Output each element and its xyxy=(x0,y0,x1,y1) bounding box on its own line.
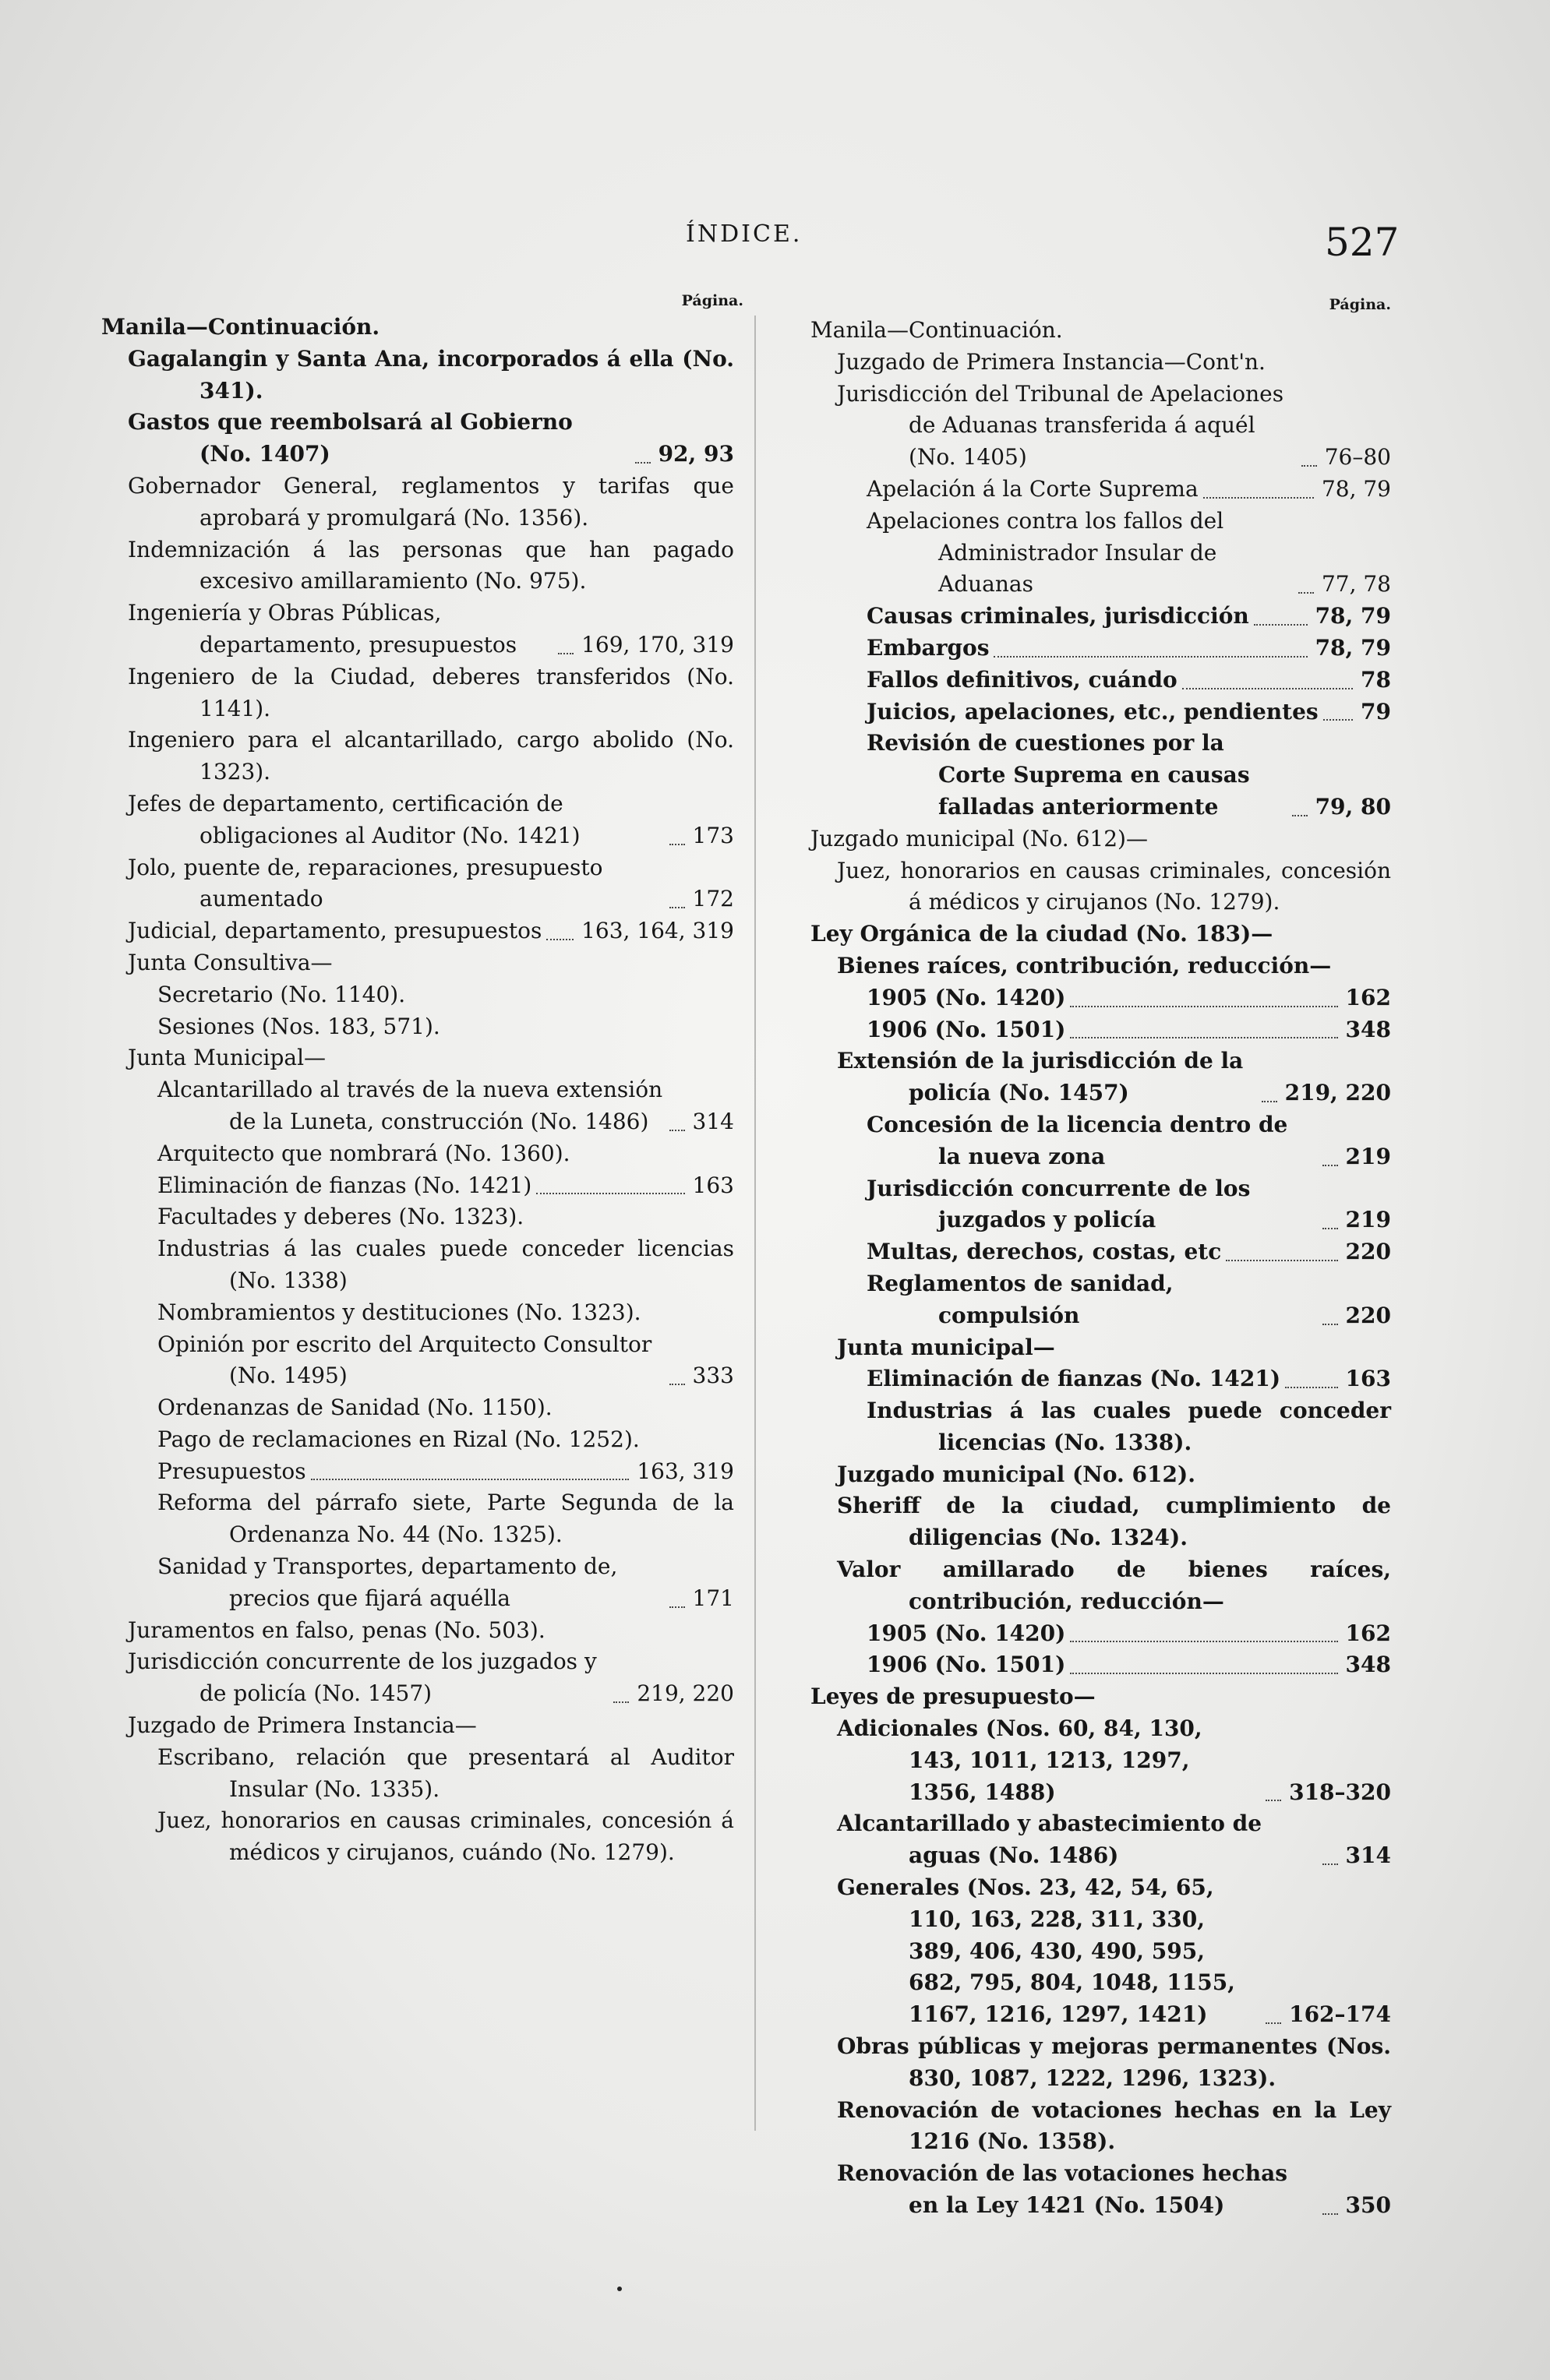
dot-leader xyxy=(1226,1260,1337,1261)
entry-text: 1905 (No. 1420) xyxy=(867,1620,1066,1646)
index-entry xyxy=(810,950,1391,982)
index-entry xyxy=(101,979,734,1011)
entry-text: Juez, honorarios en causas criminales, concesión á médicos y cirujanos, cuándo (No. 1279). xyxy=(157,1807,734,1866)
index-entry xyxy=(101,598,734,661)
entry-text: Apelaciones contra los fallos del Administrador Insular de Aduanas xyxy=(867,507,1231,598)
index-entry xyxy=(810,1173,1391,1237)
dot-leader xyxy=(1070,1673,1337,1674)
index-entry xyxy=(810,1618,1391,1650)
page-ref: 219 xyxy=(1345,1207,1391,1233)
entry-text: Extensión de la jurisdicción de la policía (No. 1457) xyxy=(837,1048,1252,1106)
index-entry xyxy=(810,1808,1391,1872)
entry-text: Concesión de la licencia dentro de la nueva zona xyxy=(867,1111,1296,1169)
entry-text: Juzgado de Primera Instancia— xyxy=(128,1712,477,1739)
index-entry xyxy=(101,1201,734,1233)
entry-text: Manila—Continuación. xyxy=(101,314,380,340)
index-entry xyxy=(101,661,734,725)
index-entry xyxy=(810,2158,1391,2222)
entry-text: Industrias á las cuales puede conceder licencias (No. 1338) xyxy=(157,1236,734,1293)
entry-text: Jurisdicción concurrente de los juzgados y de policía (No. 1457) xyxy=(128,1648,604,1707)
index-entry xyxy=(810,1649,1391,1681)
entry-text: Jefes de departamento, certificación de obligaciones al Auditor (No. 1421) xyxy=(128,790,581,848)
entry-text: 1906 (No. 1501) xyxy=(867,1652,1066,1678)
index-entry xyxy=(810,823,1391,855)
entry-text: 1905 (No. 1420) xyxy=(867,984,1066,1010)
entry-text: Alcantarillado y abastecimiento de aguas (No. 1486) xyxy=(837,1811,1269,1869)
index-entry xyxy=(810,696,1391,728)
index-entry xyxy=(101,1170,734,1202)
index-entry xyxy=(101,1646,734,1710)
index-entry xyxy=(810,855,1391,919)
dot-leader xyxy=(1298,592,1314,594)
entry-text: Junta municipal— xyxy=(837,1334,1055,1360)
page-ref: 163 xyxy=(1345,1366,1391,1392)
index-entry xyxy=(101,312,734,344)
index-entry xyxy=(810,1363,1391,1395)
entry-text: Ingeniero para el alcantarillado, cargo abolido (No. 1323). xyxy=(128,727,734,785)
dot-leader xyxy=(1292,815,1308,816)
dot-leader xyxy=(669,844,685,845)
page-ref: 162 xyxy=(1345,1620,1391,1646)
entry-text: Multas, derechos, costas, etc xyxy=(867,1239,1222,1265)
index-entry xyxy=(810,633,1391,665)
entry-text: Juicios, apelaciones, etc., pendientes xyxy=(867,698,1319,725)
entry-text: Alcantarillado al través de la nueva extensión de la Luneta, construcción (No. 1486) xyxy=(157,1077,670,1134)
index-entry xyxy=(101,1424,734,1456)
page-ref: 348 xyxy=(1345,1016,1391,1042)
index-entry xyxy=(810,1395,1391,1459)
page-ref: 163, 319 xyxy=(637,1458,734,1484)
index-entry xyxy=(101,1392,734,1424)
index-entry xyxy=(810,1268,1391,1332)
entry-text: Embargos xyxy=(867,634,990,661)
entry-text: Reforma del párrafo siete, Parte Segunda de la Ordenanza No. 44 (No. 1325). xyxy=(157,1490,734,1548)
dot-leader xyxy=(546,939,574,940)
index-entry xyxy=(101,1297,734,1329)
index-entry xyxy=(810,1236,1391,1268)
entry-text: Opinión por escrito del Arquitecto Consultor (No. 1495) xyxy=(157,1331,659,1389)
entry-text: 1906 (No. 1501) xyxy=(867,1016,1066,1042)
index-entry xyxy=(810,474,1391,506)
dot-leader xyxy=(1203,497,1314,499)
dot-leader xyxy=(669,1384,685,1385)
dot-leader xyxy=(1254,624,1308,626)
page-ref: 314 xyxy=(692,1108,734,1134)
page-ref: 79, 80 xyxy=(1315,793,1391,820)
index-entry xyxy=(101,1487,734,1551)
page-ref: 172 xyxy=(692,886,734,912)
entry-text: Sheriff de la ciudad, cumplimiento de diligencias (No. 1324). xyxy=(837,1493,1391,1551)
entry-text: Jurisdicción del Tribunal de Apelaciones de Aduanas transferida á aquél (No. 1405) xyxy=(837,380,1290,471)
dot-leader xyxy=(1322,1165,1338,1166)
pagina-label: Página. xyxy=(1329,296,1391,313)
dot-leader xyxy=(635,462,651,464)
entry-text: Arquitecto que nombrará (No. 1360). xyxy=(157,1140,570,1166)
stray-dot xyxy=(617,2287,622,2291)
index-entry xyxy=(101,788,734,852)
index-entry xyxy=(810,1014,1391,1046)
dot-leader xyxy=(1266,2022,1281,2024)
index-entry xyxy=(101,344,734,407)
index-entry xyxy=(101,1233,734,1297)
index-entry xyxy=(101,1710,734,1742)
dot-leader xyxy=(1322,2213,1338,2215)
entry-text: Indemnización á las personas que han pagado excesivo amillaramiento (No. 975). xyxy=(128,536,734,594)
page-ref: 219, 220 xyxy=(637,1680,734,1707)
index-entry xyxy=(810,919,1391,950)
entry-text: Valor amillarado de bienes raíces, contribución, reducción— xyxy=(837,1557,1391,1614)
entry-text: Judicial, departamento, presupuestos xyxy=(128,918,542,944)
entry-text: Junta Consultiva— xyxy=(128,949,333,975)
dot-leader xyxy=(1262,1101,1277,1102)
index-entry xyxy=(101,1074,734,1138)
index-entry xyxy=(101,1551,734,1615)
index-entry xyxy=(810,379,1391,474)
dot-leader xyxy=(1323,719,1353,721)
index-entry xyxy=(101,1742,734,1806)
page-ref: 78, 79 xyxy=(1315,603,1391,629)
dot-leader xyxy=(669,1130,685,1131)
entry-text: Fallos definitivos, cuándo xyxy=(867,666,1178,693)
entry-text: Jolo, puente de, reparaciones, presupuesto aumentado xyxy=(128,854,610,912)
index-entry xyxy=(810,982,1391,1014)
dot-leader xyxy=(1182,688,1353,689)
page-ref: 79 xyxy=(1361,698,1391,725)
dot-leader xyxy=(1322,1863,1338,1865)
dot-leader xyxy=(669,1606,685,1608)
dot-leader xyxy=(1070,1641,1337,1642)
entry-text: Juez, honorarios en causas criminales, concesión á médicos y cirujanos (No. 1279). xyxy=(837,857,1391,915)
page-ref: 220 xyxy=(1345,1302,1391,1328)
entry-text: Secretario (No. 1140). xyxy=(157,981,406,1007)
entry-text: Manila—Continuación. xyxy=(810,317,1063,343)
index-entry xyxy=(101,1138,734,1170)
index-entry xyxy=(810,315,1391,347)
index-entry xyxy=(101,1615,734,1647)
index-entry xyxy=(810,2031,1391,2095)
index-entry xyxy=(810,1332,1391,1364)
index-entry xyxy=(810,1554,1391,1618)
index-entry xyxy=(810,1045,1391,1109)
index-entry xyxy=(101,852,734,916)
page-ref: 163, 164, 319 xyxy=(581,918,734,944)
page-ref: 162 xyxy=(1345,984,1391,1010)
index-entry xyxy=(101,1805,734,1869)
page-ref: 219, 220 xyxy=(1284,1080,1391,1106)
entry-text: Sesiones (Nos. 183, 571). xyxy=(157,1013,440,1039)
left-column xyxy=(101,288,743,1869)
entry-text: Ingeniería y Obras Públicas, departamento, presupuestos xyxy=(128,600,517,658)
page-ref: 219 xyxy=(1345,1143,1391,1169)
entry-text: Junta Municipal— xyxy=(128,1045,327,1071)
entry-text: Eliminación de fianzas (No. 1421) xyxy=(867,1366,1281,1392)
entry-text: Obras públicas y mejoras permanentes (Nos. 830, 1087, 1222, 1296, 1323). xyxy=(837,2033,1391,2091)
index-entry xyxy=(810,1490,1391,1554)
dot-leader xyxy=(1322,1324,1338,1325)
entry-text: Presupuestos xyxy=(157,1458,306,1484)
index-entry xyxy=(810,506,1391,601)
dot-leader xyxy=(994,656,1307,658)
index-entry xyxy=(101,471,734,534)
page-ref: 76–80 xyxy=(1324,444,1391,471)
index-entry xyxy=(810,1872,1391,2031)
entry-text: Gobernador General, reglamentos y tarifas que aprobará y promulgará (No. 1356). xyxy=(128,472,734,531)
dot-leader xyxy=(311,1479,630,1480)
entry-text: Eliminación de fianzas (No. 1421) xyxy=(157,1172,532,1198)
page-ref: 78, 79 xyxy=(1321,475,1391,502)
index-entry xyxy=(810,2095,1391,2159)
page-ref: 350 xyxy=(1345,2192,1391,2219)
index-entry xyxy=(101,1011,734,1043)
entry-text: Renovación de las votaciones hechas en la Ley 1421 (No. 1504) xyxy=(837,2160,1295,2219)
index-entry xyxy=(101,725,734,788)
dot-leader xyxy=(1070,1006,1337,1007)
index-entry xyxy=(810,728,1391,823)
dot-leader xyxy=(1266,1800,1281,1801)
entry-text: Facultades y deberes (No. 1323). xyxy=(157,1204,524,1230)
entry-text: Pago de reclamaciones en Rizal (No. 1252). xyxy=(157,1426,640,1452)
entry-text: Juzgado municipal (No. 612). xyxy=(837,1461,1195,1487)
index-entry xyxy=(810,1459,1391,1491)
entry-text: Ley Orgánica de la ciudad (No. 183)— xyxy=(810,921,1273,947)
page-ref: 171 xyxy=(692,1585,734,1611)
dot-leader xyxy=(1322,1228,1338,1229)
index-entry xyxy=(101,947,734,979)
page-ref: 314 xyxy=(1345,1842,1391,1869)
page-ref: 173 xyxy=(692,822,734,848)
index-entry xyxy=(101,1042,734,1074)
entry-text: Generales (Nos. 23, 42, 54, 65, 110, 163, 228, 311, 330, 389, 406, 430, 490, 595, 682, 795, 804, 1048, 1155, 1167, 1216, 1297, 1421) xyxy=(837,1874,1243,2028)
dot-leader xyxy=(536,1193,684,1194)
running-title: ÍNDICE. xyxy=(686,220,803,248)
entry-text: Jurisdicción concurrente de los juzgados y policía xyxy=(867,1175,1259,1233)
page-ref: 92, 93 xyxy=(658,441,734,467)
entry-text: Industrias á las cuales puede conceder licencias (No. 1338). xyxy=(867,1398,1391,1455)
page-ref: 162–174 xyxy=(1289,2001,1391,2028)
entry-text: Adicionales (Nos. 60, 84, 130, 143, 1011, 1213, 1297, 1356, 1488) xyxy=(837,1715,1210,1805)
entry-text: Juzgado de Primera Instancia—Cont'n. xyxy=(837,348,1266,375)
dot-leader xyxy=(613,1701,629,1703)
page-ref: 348 xyxy=(1345,1652,1391,1678)
dot-leader xyxy=(1301,465,1317,467)
page-ref: 333 xyxy=(692,1363,734,1389)
index-entry xyxy=(101,915,734,947)
index-entry xyxy=(101,534,734,598)
page-ref: 78, 79 xyxy=(1315,634,1391,661)
index-entry xyxy=(101,1456,734,1488)
entry-text: Renovación de votaciones hechas en la Ley 1216 (No. 1358). xyxy=(837,2096,1391,2155)
entry-text: Gagalangin y Santa Ana, incorporados á ella (No. 341). xyxy=(128,345,734,404)
dot-leader xyxy=(558,653,574,654)
entry-text: Ingeniero de la Ciudad, deberes transferidos (No. 1141). xyxy=(128,663,734,721)
index-entry xyxy=(810,1713,1391,1808)
index-entry xyxy=(810,1109,1391,1173)
entry-text: Nombramientos y destituciones (No. 1323). xyxy=(157,1299,641,1325)
entry-text: Revisión de cuestiones por la Corte Suprema en causas falladas anteriormente xyxy=(867,730,1258,820)
entry-text: Bienes raíces, contribución, reducción— xyxy=(837,952,1332,978)
entry-text: Leyes de presupuesto— xyxy=(810,1684,1096,1710)
entry-text: Sanidad y Transportes, departamento de, precios que fijará aquélla xyxy=(157,1553,625,1611)
dot-leader xyxy=(1070,1037,1337,1038)
page-number: 527 xyxy=(1325,220,1400,265)
entry-text: Gastos que reembolsará al Gobierno (No. 1407) xyxy=(128,409,581,467)
index-entry xyxy=(810,1681,1391,1713)
index-entry xyxy=(810,347,1391,379)
index-entry xyxy=(101,407,734,471)
page-ref: 78 xyxy=(1361,666,1391,693)
page-ref: 163 xyxy=(692,1172,734,1198)
entry-text: Reglamentos de sanidad, compulsión xyxy=(867,1270,1181,1328)
index-entry xyxy=(810,601,1391,633)
entry-text: Causas criminales, jurisdicción xyxy=(867,603,1249,629)
index-entry xyxy=(810,665,1391,696)
entry-text: Apelación á la Corte Suprema xyxy=(867,475,1199,502)
right-column xyxy=(810,288,1391,2222)
entry-text: Juramentos en falso, penas (No. 503). xyxy=(128,1617,546,1643)
pagina-label: Página. xyxy=(681,292,743,309)
page-ref: 220 xyxy=(1345,1239,1391,1265)
dot-leader xyxy=(669,907,685,908)
page-ref: 169, 170, 319 xyxy=(581,631,734,658)
entry-text: Juzgado municipal (No. 612)— xyxy=(810,825,1148,852)
page-ref: 77, 78 xyxy=(1321,571,1391,598)
entry-text: Escribano, relación que presentará al Auditor Insular (No. 1335). xyxy=(157,1744,734,1802)
page-ref: 318–320 xyxy=(1289,1779,1391,1805)
index-entry xyxy=(101,1329,734,1393)
column-divider xyxy=(754,316,756,2131)
entry-text: Ordenanzas de Sanidad (No. 1150). xyxy=(157,1395,553,1421)
dot-leader xyxy=(1285,1387,1337,1388)
